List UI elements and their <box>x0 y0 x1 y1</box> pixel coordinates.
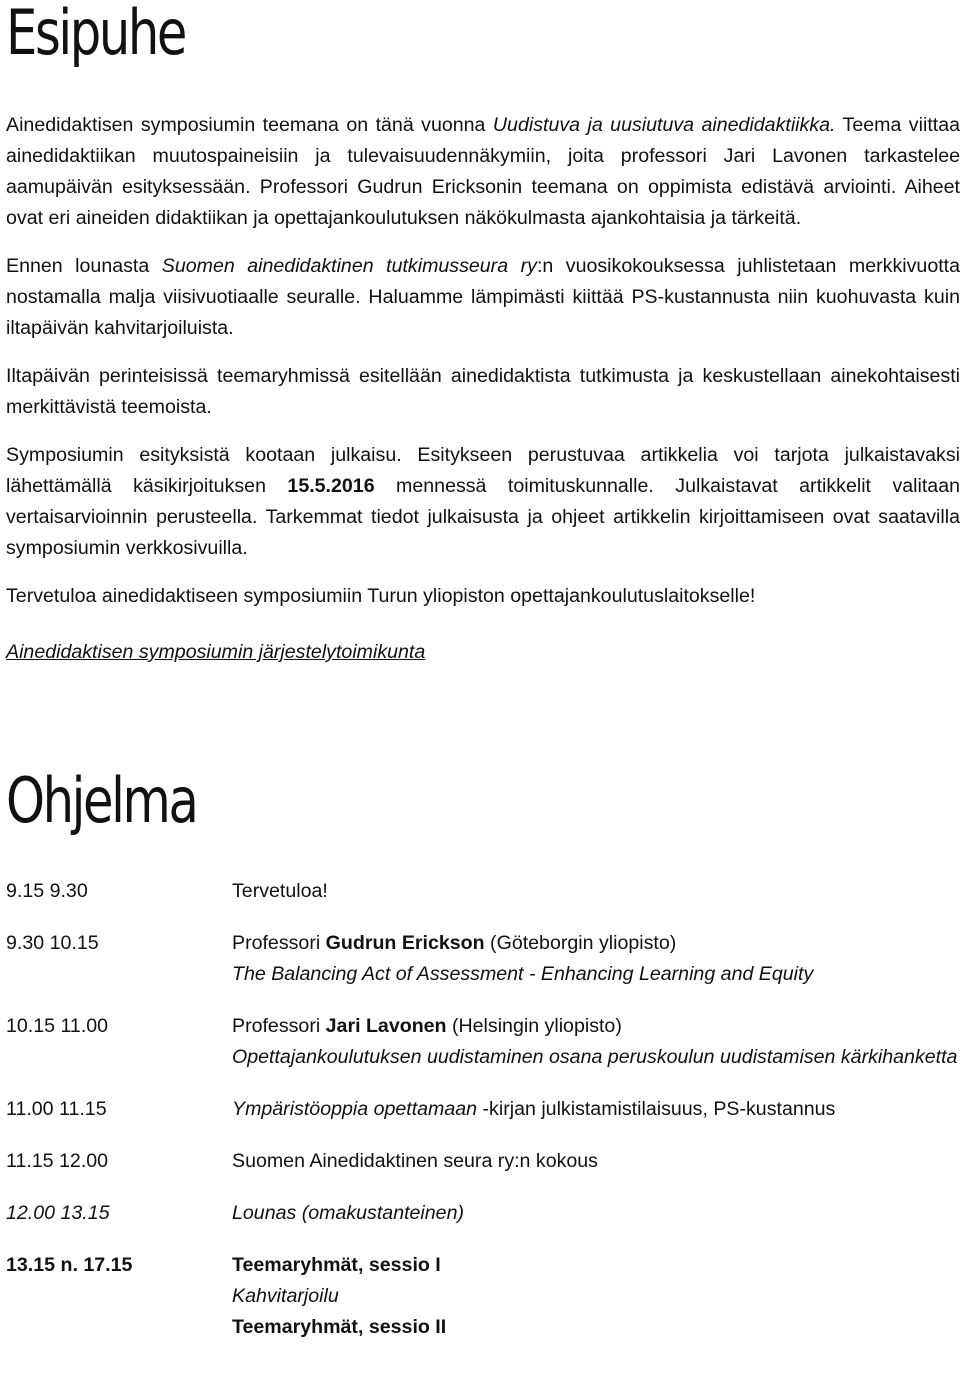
speaker-name: Gudrun Erickson <box>325 932 485 954</box>
program-item <box>6 1146 960 1177</box>
program-body <box>232 1146 960 1177</box>
program-time: 9.15 9.30 <box>6 880 88 902</box>
program-item <box>6 928 960 990</box>
p2-text-a: Ennen lounasta <box>6 255 162 277</box>
program-speaker-line <box>232 928 960 959</box>
talk-title: Opettajankoulutuksen uudistaminen osana peruskoulun uudistamisen kärkihanketta <box>232 1046 958 1068</box>
p1-theme: Uudistuva ja uusiutuva ainedidaktiikka. <box>492 114 836 136</box>
program-title <box>232 1094 960 1125</box>
program-title: Lounas (omakustanteinen) <box>232 1202 465 1224</box>
program-title: Suomen Ainedidaktinen seura ry:n kokous <box>232 1150 598 1172</box>
program-time: 12.00 13.15 <box>6 1202 110 1224</box>
program-time: 13.15 n. 17.15 <box>6 1254 133 1276</box>
program-body <box>232 1094 960 1125</box>
speaker-prefix: Professori <box>232 1015 326 1037</box>
program-time: 11.15 12.00 <box>6 1150 109 1172</box>
program-time: 11.00 11.15 <box>6 1098 107 1120</box>
speaker-affiliation: (Helsingin yliopisto) <box>446 1015 622 1037</box>
program-item <box>6 1094 960 1125</box>
paragraph-4 <box>6 440 960 564</box>
p1-text-a: Ainedidaktisen symposiumin teemana on tänä vuonna <box>6 114 493 136</box>
heading-ohjelma: Ohjelma <box>6 764 197 837</box>
book-title: Ympäristöoppia opettamaan <box>232 1098 478 1120</box>
program-item <box>6 876 960 907</box>
program-time: 9.30 10.15 <box>6 932 99 954</box>
program-body <box>232 1198 960 1229</box>
speaker-affiliation: (Göteborgin yliopisto) <box>484 932 677 954</box>
p4-deadline: 15.5.2016 <box>287 475 375 497</box>
program-body <box>232 1250 960 1343</box>
talk-title: The Balancing Act of Assessment - Enhancing Learning and Equity <box>232 963 814 985</box>
program-item <box>6 1250 960 1343</box>
p2-text-b: :n vuosikokouksessa juhlistetaan merkkivuotta nostamalla malja viisivuotiaalle seuralle. Haluamme lämpimästi kiittää PS-kustannusta niin kuohuvasta kuin iltapäivän kahvitarjoiluista. <box>6 255 960 339</box>
program-speaker-line <box>232 1011 960 1042</box>
signature: Ainedidaktisen symposiumin järjestelytoimikunta <box>6 641 426 663</box>
program-item <box>6 1011 960 1073</box>
speaker-name: Jari Lavonen <box>325 1015 447 1037</box>
p4-text-a: Symposiumin esityksistä kootaan julkaisu. Esitykseen perustuvaa artikkelia voi tarjota julkaistavaksi lähettämällä käsikirjoituksen <box>6 444 960 497</box>
program-body <box>232 876 960 907</box>
paragraph-1 <box>6 110 960 234</box>
session-2: Teemaryhmät, sessio II <box>232 1316 447 1338</box>
paragraph-3: Iltapäivän perinteisissä teemaryhmissä esitellään ainedidaktista tutkimusta ja keskustellaan ainekohtaisesti merkittävistä teemoista. <box>6 365 960 418</box>
heading-esipuhe: Esipuhe <box>6 0 186 69</box>
foreword-section <box>6 110 960 668</box>
program-body <box>232 928 960 990</box>
program-list <box>6 876 960 1364</box>
p2-society: Suomen ainedidaktinen tutkimusseura ry <box>161 255 537 277</box>
book-launch-text: -kirjan julkistamistilaisuus, PS-kustannus <box>477 1098 836 1120</box>
session-1: Teemaryhmät, sessio I <box>232 1254 441 1276</box>
program-time: 10.15 11.00 <box>6 1015 109 1037</box>
paragraph-5: Tervetuloa ainedidaktiseen symposiumiin Turun yliopiston opettajankoulutuslaitokselle! <box>6 585 756 607</box>
p1-text-b: Teema viittaa ainedidaktiikan muutospaineisiin ja tulevaisuudennäkymiin, joita professori Jari Lavonen tarkastelee aamupäivän esityksessään. Professori Gudrun Ericksonin teemana on oppimista edistävä arviointi. Aiheet ovat eri aineiden didaktiikan ja opettajankoulutuksen näkökulmasta ajankohtaisia ja tärkeitä. <box>6 114 960 229</box>
p4-text-b: mennessä toimituskunnalle. Julkaistavat artikkelit valitaan vertaisarvioinnin perusteella. Tarkemmat tiedot julkaisusta ja ohjeet artikkelin kirjoittamiseen ovat saatavilla symposiumin verkkosivuilla. <box>6 475 960 559</box>
program-title: Tervetuloa! <box>232 880 328 902</box>
program-body <box>232 1011 960 1073</box>
speaker-prefix: Professori <box>232 932 326 954</box>
paragraph-2 <box>6 251 960 344</box>
coffee-break: Kahvitarjoilu <box>232 1285 339 1307</box>
program-item <box>6 1198 960 1229</box>
